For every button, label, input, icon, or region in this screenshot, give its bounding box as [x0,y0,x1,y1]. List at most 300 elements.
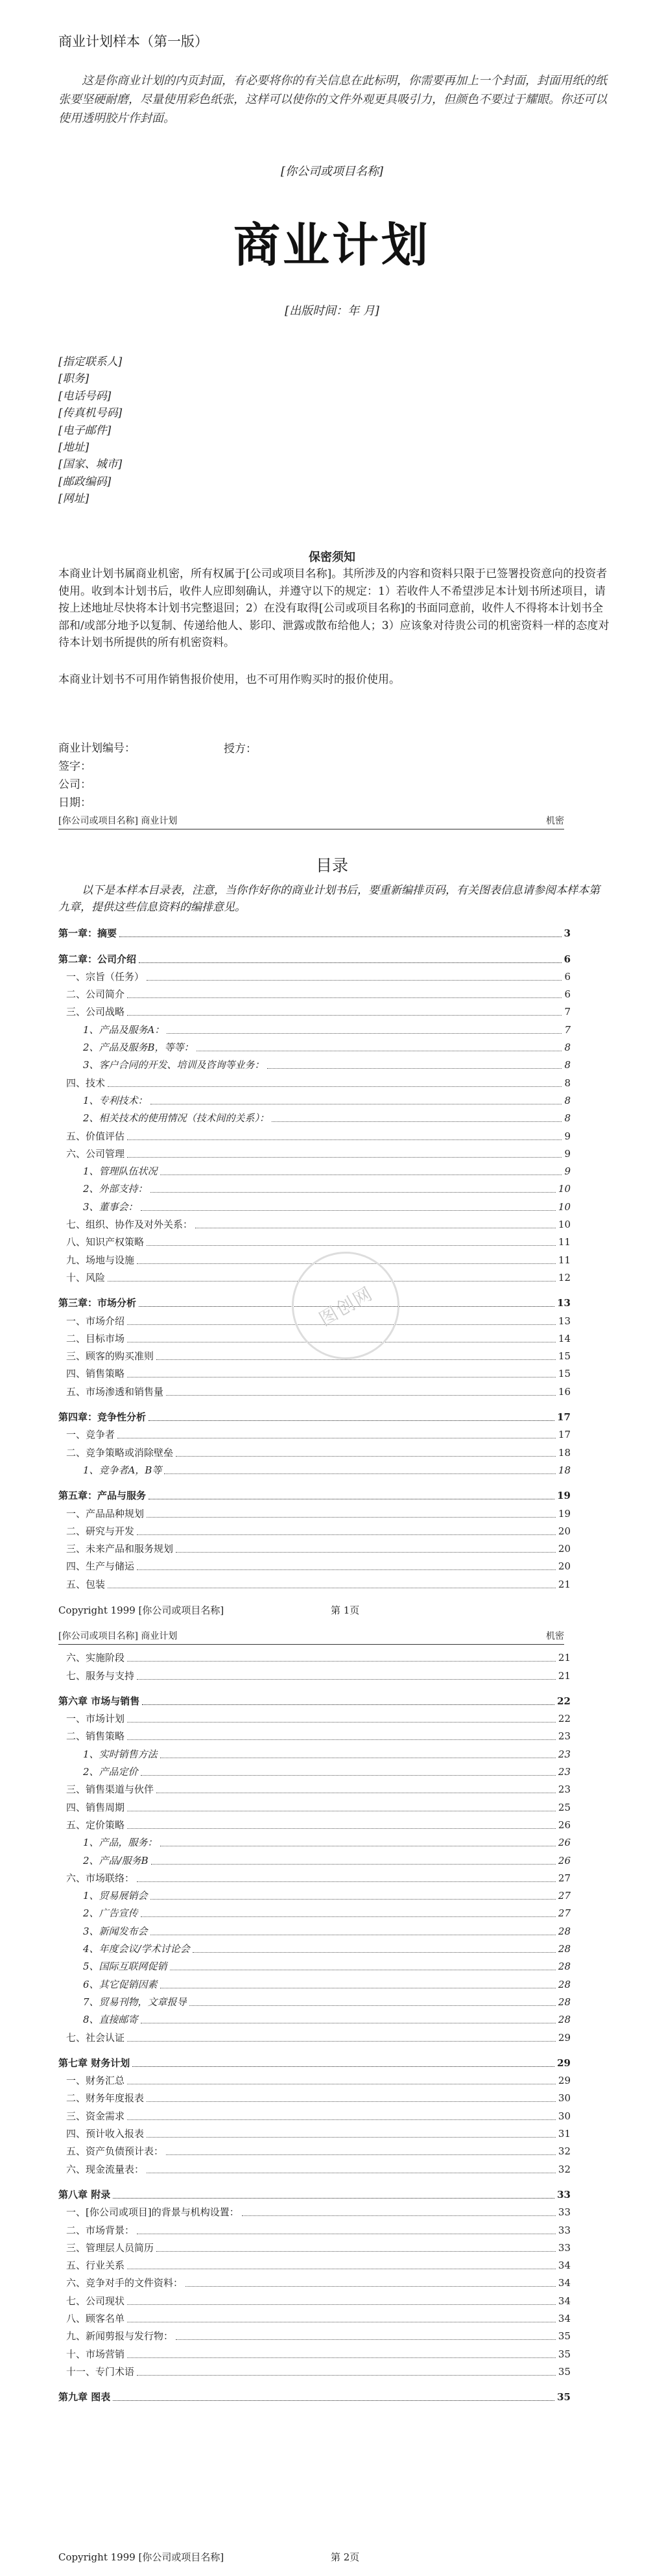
toc-entry-title: 第二章：公司介绍 [58,951,137,968]
toc-entry-title: 五、市场渗透和销售量 [66,1383,165,1400]
toc-leader-dots [108,1086,562,1087]
company-label: 公司： [58,778,91,791]
toc-entry-title: 1、专利技术： [83,1092,149,1109]
toc-entry-title: 第一章：摘要 [58,925,118,942]
toc-entry-title: 五、行业关系 [66,2257,126,2274]
signature-block [58,739,136,812]
toc-leader-dots [166,2154,556,2155]
toc-entry-title: 二、市场背景： [66,2222,136,2239]
toc-entry[interactable] [58,2256,571,2274]
toc-entry[interactable] [58,2309,571,2327]
contact-position: [职务] [58,372,89,386]
toc-leader-dots [127,1139,562,1140]
toc-entry-title: 一、竞争者 [66,1426,116,1443]
confidential-notice-title: 保密须知 [309,551,355,564]
toc-entry[interactable] [58,1993,571,2010]
toc-entry-title: 三、销售渠道与伙伴 [66,1781,155,1798]
toc-entry[interactable] [58,1710,571,1727]
toc-entry[interactable] [58,2089,571,2106]
toc-entry-page: 15 [557,1348,571,1365]
contact-person: [指定联系人] [58,355,123,368]
toc-entry[interactable] [58,2028,571,2045]
toc-entry[interactable] [58,1557,571,1575]
toc-entry-page: 34 [557,2293,571,2309]
toc-entry-page: 8 [563,1039,571,1056]
toc-entry-title: 八、顾客名单 [66,2310,126,2327]
toc-entry-page: 31 [557,2125,571,2142]
toc-entry[interactable] [58,924,571,942]
toc-leader-dots [127,2041,556,2042]
toc-leader-dots [113,2400,554,2401]
toc-entry-title: 7、贸易刊物，文章报导 [83,1994,188,2010]
toc-entry-title: 一、市场介绍 [66,1313,126,1330]
toc-entry-title: 一、[你公司或项目]的背景与机构设置： [66,2204,241,2221]
toc-leader-dots [137,1534,556,1535]
toc-entry-title: 五、资产负债预计表： [66,2143,165,2160]
toc-entry-title: 十一、专门术语 [66,2363,136,2380]
toc-entry[interactable] [58,1162,571,1180]
toc-entry-title: 四、技术 [66,1075,106,1091]
toc-entry[interactable] [58,2203,571,2221]
toc-entry-page: 13 [556,1294,571,1311]
toc-entry[interactable] [58,1197,571,1215]
toc-entry-page: 18 [557,1462,571,1479]
toc-leader-dots [137,2375,556,2376]
toc-entry-page: 33 [556,2186,571,2203]
toc-entry-title: 第四章：竞争性分析 [58,1409,147,1425]
toc-note: 以下是本样本目录表，注意，当你作好你的商业计划书后，要重新编排页码，有关图表信息请参阅本样本第九章，提供这些信息资料的编排意见。 [58,884,600,914]
toc-entry[interactable] [58,1443,571,1461]
toc-entry-page: 14 [557,1330,571,1347]
toc-entry-page: 19 [556,1487,571,1504]
toc-entry-page: 32 [557,2161,571,2178]
toc-entry[interactable] [58,1780,571,1798]
toc-entry-title: 二、目标市场 [66,1330,126,1347]
toc-entry-page: 11 [557,1252,571,1269]
toc-entry[interactable] [58,1486,571,1504]
toc-leader-dots [127,1739,556,1740]
toc-entry[interactable] [58,1798,571,1815]
toc-entry-page: 22 [557,1710,571,1727]
toc-entry-page: 22 [556,1693,571,1710]
toc-entry[interactable] [58,1692,571,1710]
toc-entry[interactable] [58,2274,571,2291]
toc-entry-title: 一、产品品种规划 [66,1505,145,1522]
toc-entry[interactable] [58,1215,571,1233]
toc-leader-dots [156,2251,556,2252]
running-header-left: [你公司或项目名称] 商业计划 [58,816,178,826]
toc-entry[interactable] [58,1649,571,1666]
toc-entry[interactable] [58,2106,571,2124]
toc-entry[interactable] [58,1382,571,1400]
toc-entry-title: 五、定价策略 [66,1817,126,1833]
toc-entry-title: 3、客户合同的开发、培训及咨询等业务： [83,1056,266,1073]
toc-entry-title: 二、公司简介 [66,986,126,1003]
toc-entry[interactable] [58,1957,571,1975]
toc-entry-title: 六、实施阶段 [66,1649,126,1666]
toc-leader-dots [148,1420,554,1421]
toc-leader-dots [127,1157,562,1158]
toc-entry-title: 十、风险 [66,1269,106,1286]
toc-leader-dots [127,2357,556,2358]
toc-entry[interactable] [58,1365,571,1382]
toc-leader-dots [147,2137,556,2138]
toc-entry[interactable] [58,1038,571,1056]
toc-entry-page: 10 [557,1180,571,1197]
cover-intro-text: 这是你商业计划的内页封面，有必要将你的有关信息在此标明，你需要再加上一个封面，封面用纸的纸张要坚硬耐磨，尽量使用彩色纸张，这样可以使你的文件外观更具吸引力，但颜色不要过于耀眼。你还可以使用透明胶片作封面。 [58,74,607,125]
toc-entry[interactable] [58,2239,571,2256]
toc-entry[interactable] [58,2010,571,2028]
main-title: 商业计划 [233,218,431,272]
toc-entry[interactable] [58,2071,571,2089]
toc-entry-title: 2、产品/服务B [83,1852,150,1869]
toc-entry-title: 八、知识产权策略 [66,1234,145,1250]
plan-number-label: 商业计划编号： [58,742,136,755]
toc-entry[interactable] [58,1109,571,1127]
contact-website: [网址] [58,492,89,506]
toc-entry[interactable] [58,2388,571,2405]
toc-entry[interactable] [58,1127,571,1144]
toc-entry-title: 三、管理层人员简历 [66,2239,155,2256]
toc-leader-dots [176,1456,556,1457]
toc-entry[interactable] [58,1666,571,1684]
toc-leader-dots [141,1916,556,1917]
toc-entry-page: 29 [557,2072,571,2089]
toc-entry[interactable] [58,1869,571,1887]
toc-entry-page: 9 [563,1145,571,1162]
contact-list [58,353,122,508]
toc-leader-dots [137,1881,556,1882]
toc-entry[interactable] [58,1763,571,1780]
toc-entry-title: 4、年度会议/学术讨论会 [83,1940,191,1957]
toc-leader-dots [242,2215,556,2216]
toc-entry-page: 33 [557,2239,571,2256]
toc-entry-title: 三、未来产品和服务规划 [66,1540,174,1557]
toc-entry[interactable] [58,2221,571,2238]
toc-entry[interactable] [58,2054,571,2071]
date-label: 日期： [58,796,91,809]
grantor-label: 授方： [224,743,257,756]
toc-entry-page: 28 [557,1923,571,1940]
watermark-stamp: 图创网 [272,1232,420,1379]
contact-phone: [电话号码] [58,389,112,403]
toc-entry[interactable] [58,1504,571,1521]
toc-entry[interactable] [58,1940,571,1957]
publication-date: [出版时间：年 月] [285,304,379,318]
toc-leader-dots [127,1722,556,1723]
contact-country-city: [国家、城市] [58,458,123,471]
toc-entry-page: 10 [557,1216,571,1233]
toc-entry-page: 29 [556,2055,571,2071]
toc-entry-title: 三、公司战略 [66,1003,126,1020]
toc-entry-page: 10 [557,1199,571,1215]
toc-entry[interactable] [58,985,571,1003]
page-footer-1 [58,1603,564,1617]
toc-entry-page: 30 [557,2090,571,2106]
toc-entry-page: 26 [557,1834,571,1851]
toc-leader-dots [147,980,562,981]
toc-entry-page: 27 [557,1870,571,1887]
toc-entry-title: 3、董事会： [83,1199,139,1215]
toc-entry-title: 九、新闻剪报与发行物： [66,2328,174,2344]
toc-leader-dots [132,2066,554,2067]
toc-entry-page: 23 [557,1763,571,1780]
toc-entry[interactable] [58,1091,571,1109]
toc-entry-title: 六、现金流量表： [66,2161,145,2178]
contact-fax: [传真机号码] [58,407,123,420]
toc-leader-dots [141,1210,556,1211]
toc-entry-title: 六、市场联络： [66,1870,136,1887]
toc-leader-dots [127,2304,556,2305]
toc-entry[interactable] [58,2142,571,2160]
toc-entry-title: 2、产品及服务B，等等： [83,1039,195,1056]
toc-entry-title: 九、场地与设施 [66,1252,136,1269]
toc-entry-title: 七、公司现状 [66,2293,126,2309]
toc-entry-page: 7 [563,1021,571,1038]
toc-entry-page: 28 [557,1958,571,1975]
toc-entry-page: 28 [557,1940,571,1957]
toc-entry-title: 六、公司管理 [66,1145,126,1162]
toc-leader-dots [189,2005,556,2006]
toc-entry-title: 四、生产与储运 [66,1558,136,1575]
toc-entry-page: 34 [557,2274,571,2291]
toc-leader-dots [147,1245,556,1246]
toc-entry-title: 四、预计收入报表 [66,2125,145,2142]
toc-leader-dots [127,1828,556,1829]
toc-entry[interactable] [58,2327,571,2344]
running-header-right: 机密 [546,1631,564,1641]
toc-entry-title: 四、销售周期 [66,1799,126,1816]
toc-entry-page: 35 [556,2389,571,2405]
toc-entry[interactable] [58,1073,571,1091]
toc-entry-page: 35 [557,2363,571,2380]
toc-entry-title: 三、顾客的购买准则 [66,1348,155,1365]
toc-leader-dots [141,1775,556,1776]
toc-entry[interactable] [58,2363,571,2380]
toc-leader-dots [176,1552,556,1553]
toc-entry-title: 1、产品，服务： [83,1834,159,1851]
toc-entry-page: 21 [557,1576,571,1593]
toc-entry[interactable] [58,2186,571,2203]
toc-entry-page: 20 [557,1540,571,1557]
toc-entry-title: 第八章 附录 [58,2186,112,2203]
toc-entry[interactable] [58,1540,571,1557]
toc-entry-title: 1、管理队伍状况 [83,1163,159,1180]
toc-entry[interactable] [58,1833,571,1851]
running-header-page-2 [58,1629,564,1645]
toc-entry-title: 二、研究与开发 [66,1523,136,1540]
toc-entry-title: 8、直接邮寄 [83,2011,139,2028]
toc-entry-page: 11 [557,1234,571,1250]
toc-entry-title: 二、财务年度报表 [66,2090,145,2106]
toc-list-page-1 [58,924,571,1593]
toc-entry-title: 6、其它促销因素 [83,1976,159,1993]
toc-entry-title: 5、国际互联网促销 [83,1958,169,1975]
toc-leader-dots [147,2101,556,2102]
toc-entry-title: 1、产品及服务A： [83,1021,165,1038]
toc-entry[interactable] [58,1020,571,1038]
toc-entry-title: 七、组织、协作及对外关系： [66,1216,194,1233]
toc-leader-dots [156,1359,556,1360]
toc-entry[interactable] [58,1851,571,1868]
toc-entry-page: 35 [557,2346,571,2363]
toc-entry-page: 12 [557,1269,571,1286]
toc-leader-dots [142,1704,554,1705]
toc-entry[interactable] [58,1922,571,1939]
toc-entry[interactable] [58,968,571,985]
contact-address: [地址] [58,441,89,455]
toc-entry[interactable] [58,1816,571,1833]
footer-page-number: 第 1页 [331,1604,360,1616]
toc-entry-page: 17 [556,1409,571,1425]
toc-leader-dots [137,1569,556,1570]
toc-leader-dots [272,1121,562,1122]
toc-heading: 目录 [315,856,348,875]
toc-entry-page: 9 [563,1163,571,1180]
toc-leader-dots [150,1899,556,1900]
toc-entry-page: 8 [563,1092,571,1109]
toc-entry[interactable] [58,1233,571,1250]
toc-entry[interactable] [58,1745,571,1762]
toc-entry-page: 23 [557,1728,571,1745]
toc-entry-page: 34 [557,2257,571,2274]
toc-entry-page: 25 [557,1799,571,1816]
toc-entry-page: 3 [563,925,571,942]
toc-entry[interactable] [58,1887,571,1904]
toc-entry-page: 32 [557,2143,571,2160]
toc-entry-page: 26 [557,1817,571,1833]
toc-entry-title: 十、市场营销 [66,2346,126,2363]
toc-entry-page: 15 [557,1365,571,1382]
toc-leader-dots [119,936,562,937]
toc-leader-dots [147,1517,556,1518]
toc-entry-title: 第七章 财务计划 [58,2055,131,2071]
toc-entry-title: 3、新闻发布会 [83,1923,149,1940]
toc-entry-title: 七、社会认证 [66,2029,126,2046]
toc-entry-title: 一、市场计划 [66,1710,126,1727]
toc-entry-page: 21 [557,1667,571,1684]
toc-entry[interactable] [58,949,571,967]
toc-entry-title: 2、外部支持： [83,1180,149,1197]
page-footer-2 [58,2550,564,2564]
toc-entry[interactable] [58,1461,571,1479]
footer-copyright: Copyright 1999 [你公司或项目名称] [58,2551,224,2563]
toc-entry-title: 第三章：市场分析 [58,1294,137,1311]
toc-entry-page: 23 [557,1746,571,1763]
toc-leader-dots [151,1864,556,1865]
toc-entry[interactable] [58,1003,571,1020]
toc-entry-page: 23 [557,1781,571,1798]
toc-leader-dots [127,1015,562,1016]
toc-entry[interactable] [58,1975,571,1992]
toc-entry[interactable] [58,2160,571,2177]
toc-entry-title: 二、销售策略 [66,1728,126,1745]
toc-entry[interactable] [58,1522,571,1540]
toc-entry[interactable] [58,1408,571,1425]
toc-entry-page: 27 [557,1905,571,1922]
toc-leader-dots [150,1192,556,1193]
toc-entry[interactable] [58,1425,571,1443]
toc-entry[interactable] [58,1145,571,1162]
toc-leader-dots [167,1033,562,1034]
toc-entry-title: 第九章 图表 [58,2389,112,2405]
toc-entry-title: 第六章 市场与销售 [58,1693,141,1710]
running-header-left: [你公司或项目名称] 商业计划 [58,1631,178,1641]
company-name-placeholder: [你公司或项目名称] [280,165,384,178]
toc-entry[interactable] [58,2344,571,2362]
toc-entry-page: 8 [563,1110,571,1127]
footer-copyright: Copyright 1999 [你公司或项目名称] [58,1604,224,1616]
contact-postcode: [邮政编码] [58,475,112,488]
toc-entry[interactable] [58,1575,571,1592]
toc-entry-page: 20 [557,1558,571,1575]
toc-entry-page: 26 [557,1852,571,1869]
toc-entry[interactable] [58,1180,571,1197]
toc-leader-dots [127,997,562,998]
toc-leader-dots [166,1395,556,1396]
toc-leader-dots [127,2119,556,2120]
toc-entry-title: 2、产品定价 [83,1763,139,1780]
toc-entry-page: 16 [557,1383,571,1400]
toc-entry-page: 13 [557,1313,571,1330]
toc-leader-dots [176,2339,556,2340]
toc-entry-page: 17 [557,1426,571,1443]
toc-leader-dots [185,2286,556,2287]
toc-entry-page: 35 [557,2328,571,2344]
running-header-right: 机密 [546,816,564,826]
toc-entry-page: 30 [557,2108,571,2125]
toc-entry-page: 28 [557,1994,571,2010]
running-header [58,814,564,829]
toc-entry-page: 29 [557,2029,571,2046]
toc-entry-title: 2、广告宣传 [83,1905,139,1922]
toc-entry-title: 2、相关技术的使用情况（技术间的关系）： [83,1110,270,1127]
toc-entry[interactable] [58,1904,571,1922]
toc-entry-title: 四、销售策略 [66,1365,126,1382]
toc-entry-title: 三、资金需求 [66,2108,126,2125]
toc-entry-title: 1、竞争者A，B等 [83,1462,163,1479]
toc-list-page-2 [58,1649,571,2405]
toc-entry[interactable] [58,1727,571,1745]
toc-entry[interactable] [58,2125,571,2142]
toc-entry-page: 21 [557,1649,571,1666]
toc-entry-page: 6 [563,968,571,985]
toc-entry-title: 五、包装 [66,1576,106,1593]
confidential-notice-body: 本商业计划书属商业机密，所有权属于[公司或项目名称]。其所涉及的内容和资料只限于已签署投资意向的投资者使用。收到本计划书后，收件人应即刻确认，并遵守以下的规定：1）若收件人不希望涉足本计划书所述项目，请按上述地址尽快将本计划书完整退回；2）在没有取得[公司或项目名称]的书面同意前，收件人不得将本计划书全部和/或部分地予以复制、传递给他人、影印、泄露或散布给他人；3）应该象对待贵公司的机密资料一样的态度对待本计划书所提供的所有机密资料。 [58,567,610,649]
toc-leader-dots [193,1952,556,1953]
toc-entry-page: 28 [557,2011,571,2028]
toc-entry-title: 六、竞争对手的文件资料： [66,2274,184,2291]
confidential-notice-body-2: 本商业计划书不可用作销售报价使用，也不可用作购买时的报价使用。 [58,673,400,686]
toc-entry-title: 第五章：产品与服务 [58,1487,147,1504]
signature-label: 签字： [58,760,91,773]
toc-leader-dots [267,1068,562,1069]
toc-entry-page: 7 [563,1003,571,1020]
toc-leader-dots [139,962,562,963]
toc-entry-page: 19 [557,1505,571,1522]
toc-leader-dots [164,1473,556,1474]
toc-entry-page: 34 [557,2310,571,2327]
toc-entry-page: 33 [557,2222,571,2239]
toc-entry[interactable] [58,1056,571,1073]
toc-entry-page: 9 [563,1128,571,1145]
toc-leader-dots [113,2198,554,2199]
toc-entry[interactable] [58,2291,571,2309]
toc-entry-page: 8 [563,1075,571,1091]
toc-entry-page: 20 [557,1523,571,1540]
toc-entry-title: 1、实时销售方法 [83,1746,159,1763]
toc-entry-page: 6 [563,951,571,968]
